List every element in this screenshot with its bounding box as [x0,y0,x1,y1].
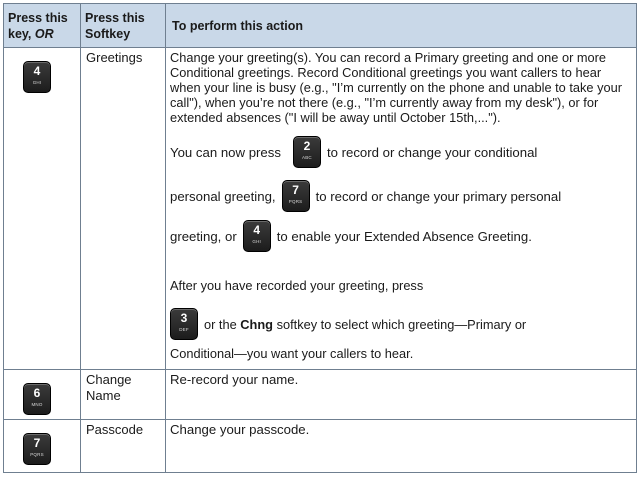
header-key-col: Press this key, OR [4,4,81,48]
action-line: Conditional—you want your callers to hear. [170,345,414,361]
action-cell: Change your passcode. [166,420,637,473]
action-line: After you have recorded your greeting, press [170,277,424,293]
key-3-icon: 3 DEF [170,308,198,340]
header-softkey-col: Press this Softkey [81,4,166,48]
key-cell [4,420,81,473]
key-6-icon: 6 MNO [23,383,51,415]
action-line: 3 DEF or the Chng softkey to select which greeting—Primary or [166,305,636,343]
table-row-passcode [4,420,637,473]
table-row-change-name [4,370,637,420]
table-header-row [4,4,637,48]
key-7-icon: 7 PQRS [282,180,310,212]
action-line: personal greeting, 7 PQRS to record or change your primary personal [166,177,636,215]
key-cell [4,370,81,420]
header-action-col: To perform this action [166,4,637,48]
key-2-icon: 2 ABC [293,136,321,168]
softkey-greetings: Greetings [81,48,166,370]
greetings-description: Change your greeting(s). You can record a Primary greeting and one or more Conditional greetings. Record Conditional greetings you want callers to hear when your line is busy (e.g., "I’m currently on the phone and unable to take your call"), when you’re not there (e.g., "I’m currently away from my desk"), or for extended absences ("I will be away until October 15th,..."). [170,50,622,125]
key-action-table [3,3,637,473]
softkey-change-name: Change Name [81,370,166,420]
key-cell [4,48,81,370]
action-cell: Re-record your name. [166,370,637,420]
softkey-passcode: Passcode [81,420,166,473]
action-line: You can now press 2 ABC to record or change your conditional [166,133,636,171]
key-7-icon: 7 PQRS [23,433,51,465]
table-row-greetings [4,48,637,370]
action-cell [166,48,637,370]
key-4-icon: 4 GHI [243,220,271,252]
key-4-icon: 4 GHI [23,61,51,93]
action-line: greeting, or 4 GHI to enable your Extended Absence Greeting. [166,217,636,255]
